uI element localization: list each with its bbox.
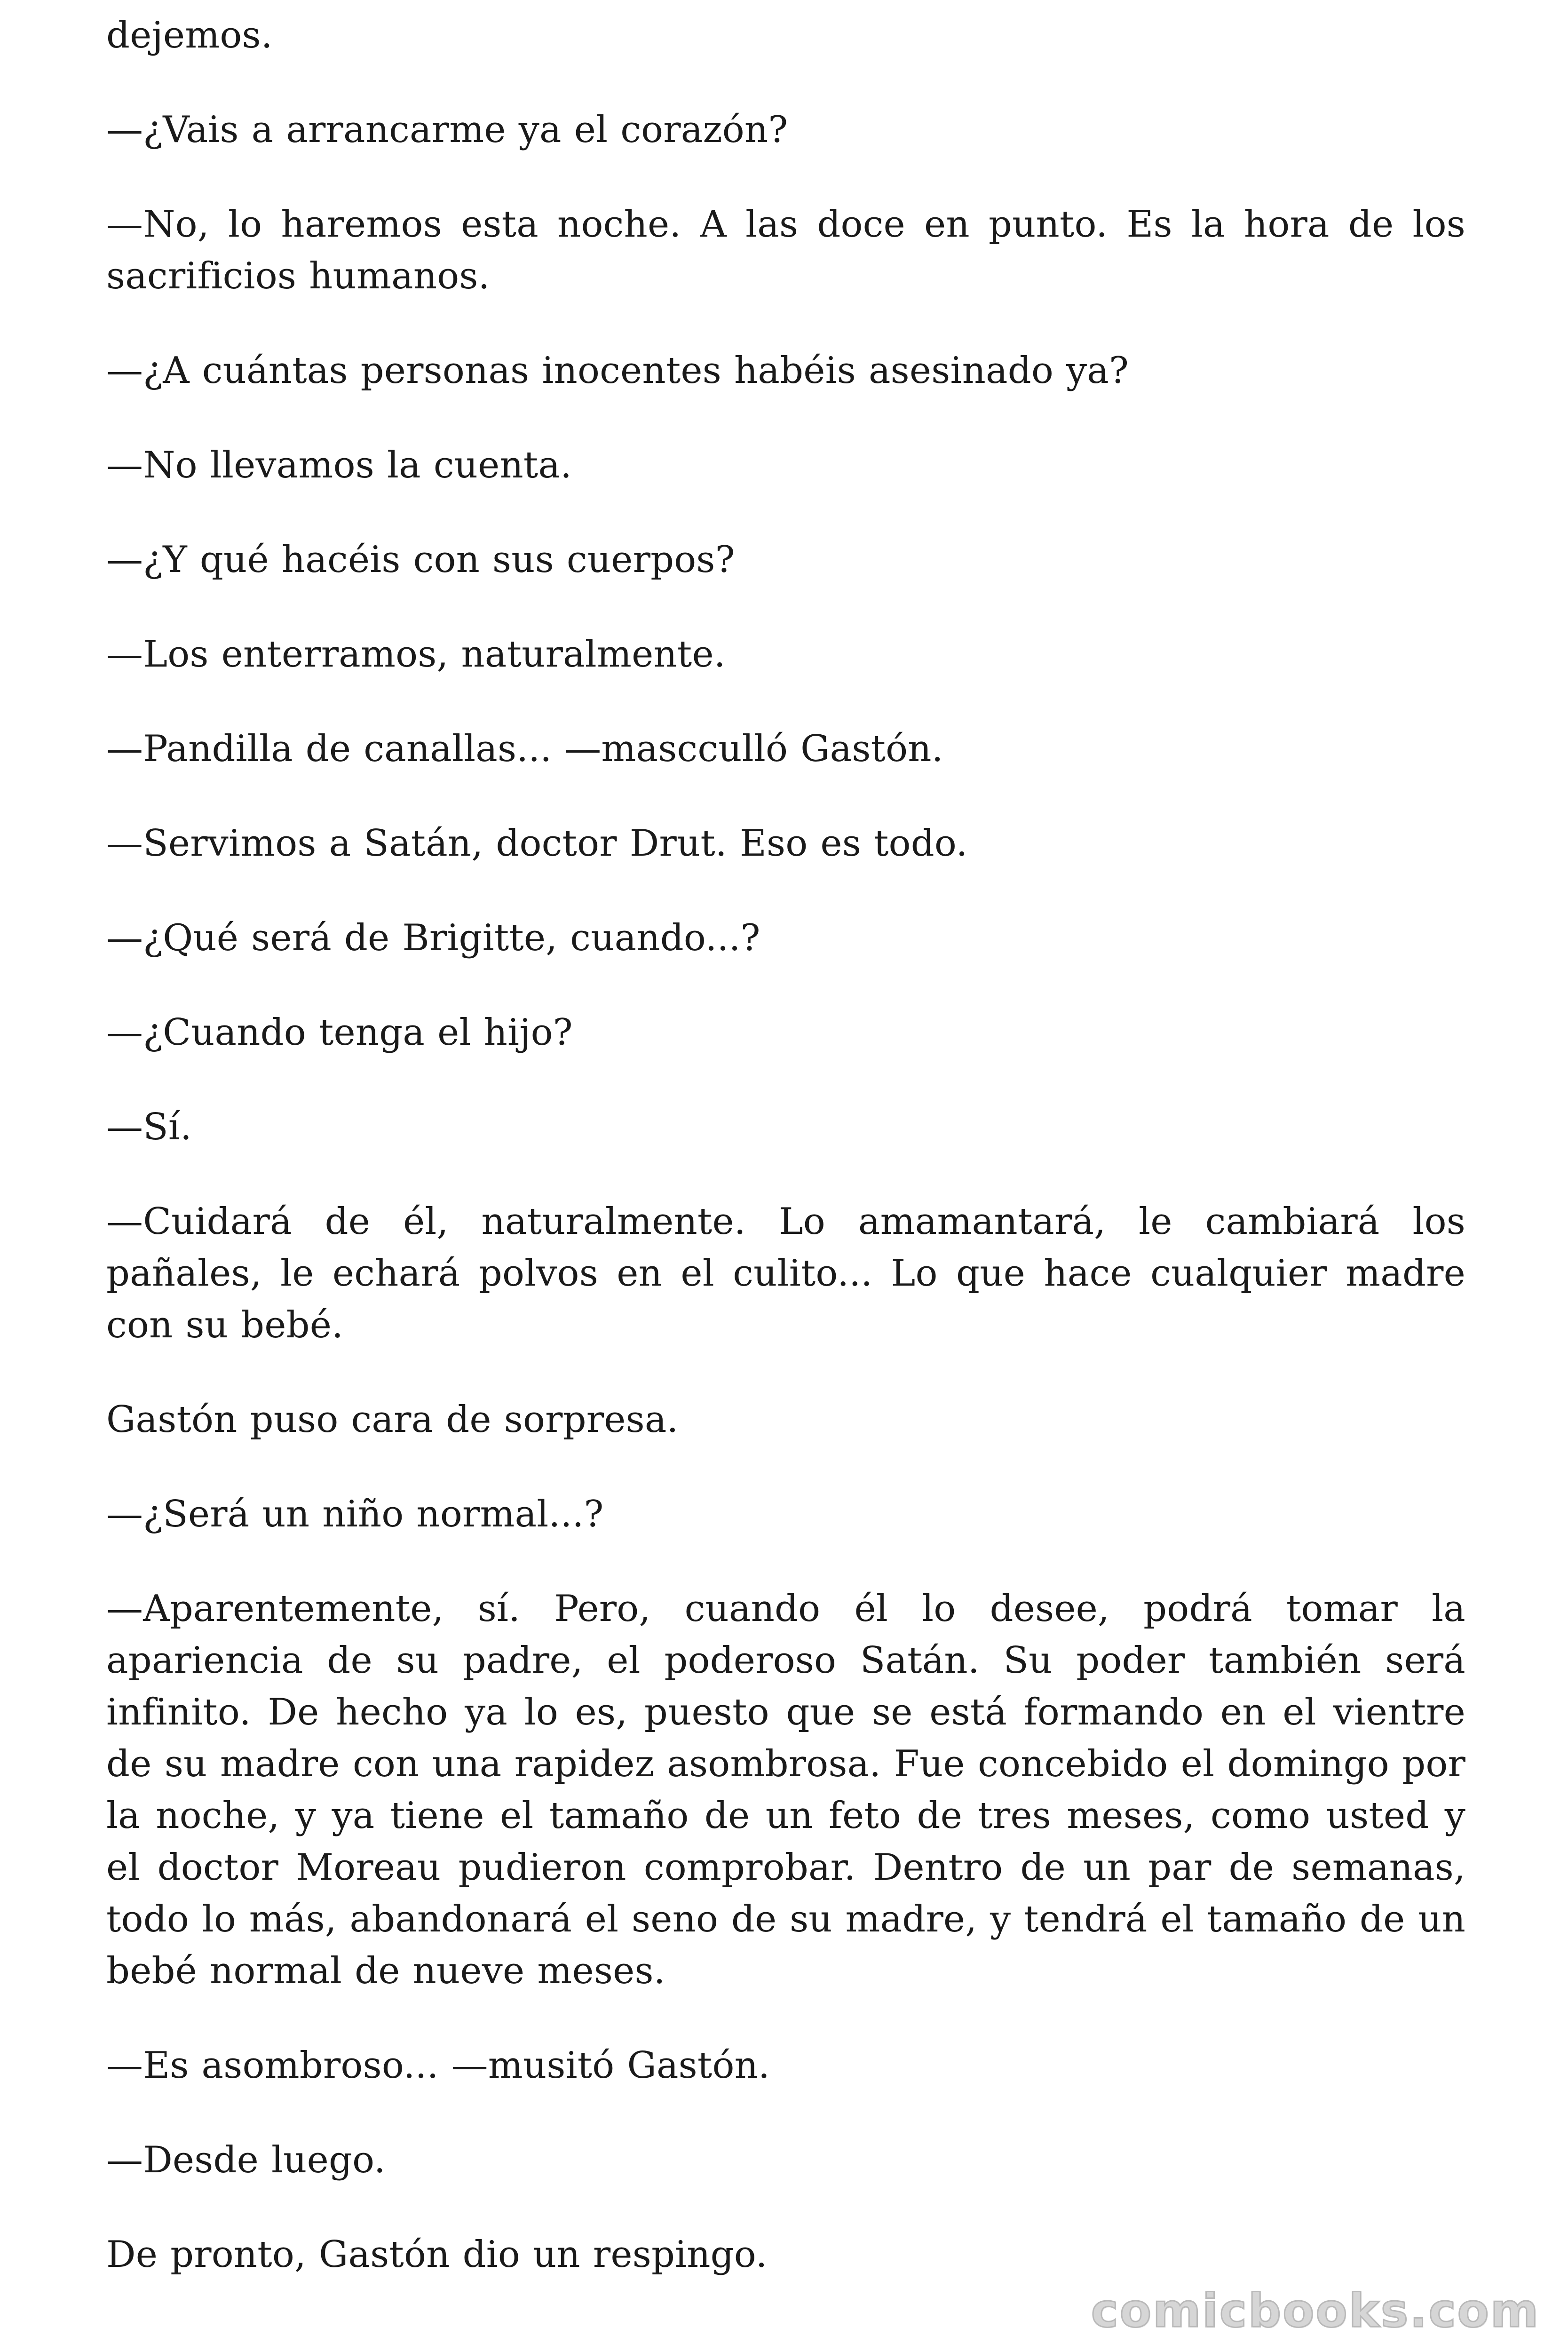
paragraph: —¿Y qué hacéis con sus cuerpos? bbox=[106, 539, 735, 581]
paragraph: —¿Vais a arrancarme ya el corazón? bbox=[106, 109, 788, 151]
paragraph: —No llevamos la cuenta. bbox=[106, 444, 572, 486]
paragraph: De pronto, Gastón dio un respingo. bbox=[106, 2233, 768, 2276]
watermark-logo: comicbooks.com bbox=[1091, 2284, 1540, 2338]
paragraph: —No, lo haremos esta noche. A las doce en punto. Es la hora de los sacrificios humanos. bbox=[106, 203, 1465, 297]
paragraph: —Los enterramos, naturalmente. bbox=[106, 633, 726, 675]
paragraph: —Sí. bbox=[106, 1106, 192, 1148]
paragraph: dejemos. bbox=[106, 14, 273, 56]
paragraph: —Aparentemente, sí. Pero, cuando él lo desee, podrá tomar la apariencia de su padre, el poderoso Satán. Su poder también será infinito. De hecho ya lo es, puesto que se está formando en el vientre de su madre con una rapidez asombrosa. Fue concebido el domingo por la noche, y ya tiene el tamaño de un feto de tres meses, como usted y el doctor Moreau pudieron comprobar. Dentro de un par de semanas, todo lo más, abandonará el seno de su madre, y tendrá el tamaño de un bebé normal de nueve meses. bbox=[106, 1588, 1465, 1992]
paragraph: —Es asombroso... —musitó Gastón. bbox=[106, 2044, 770, 2087]
paragraph: —¿Qué será de Brigitte, cuando...? bbox=[106, 917, 760, 959]
paragraph: —Servimos a Satán, doctor Drut. Eso es todo. bbox=[106, 822, 968, 865]
paragraph: —Desde luego. bbox=[106, 2139, 386, 2181]
paragraph: —Cuidará de él, naturalmente. Lo amamantará, le cambiará los pañales, le echará polvos en el culito... Lo que hace cualquier madre con su bebé. bbox=[106, 1200, 1465, 1346]
paragraph: Gastón puso cara de sorpresa. bbox=[106, 1398, 679, 1441]
paragraph: —Pandilla de canallas... —mascculló Gastón. bbox=[106, 728, 943, 770]
paragraph: —¿Será un niño normal...? bbox=[106, 1493, 604, 1535]
paragraph: —¿A cuántas personas inocentes habéis asesinado ya? bbox=[106, 350, 1129, 392]
body-text bbox=[106, 9, 1465, 2280]
paragraph: —¿Cuando tenga el hijo? bbox=[106, 1011, 573, 1054]
